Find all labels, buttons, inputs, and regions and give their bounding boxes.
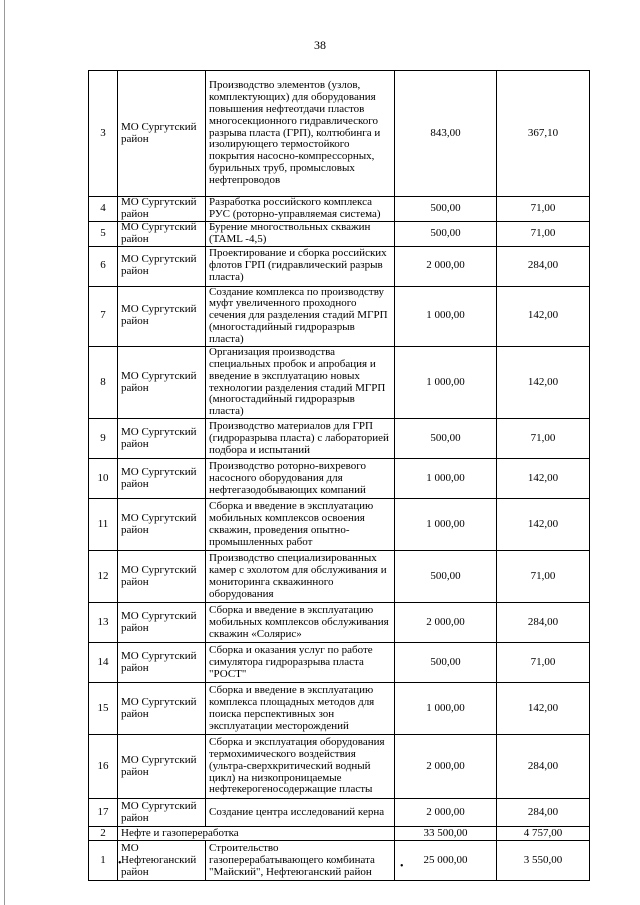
row-number: 15 <box>89 683 118 735</box>
project-description: Создание центра исследований керна <box>206 799 395 827</box>
municipality: МО Сургутский район <box>118 603 206 643</box>
total-investment: 2 000,00 <box>395 735 497 799</box>
table-row <box>89 603 590 643</box>
municipality: МО Сургутский район <box>118 643 206 683</box>
table-row <box>89 221 590 246</box>
project-description: Разработка российского комплекса РУС (роторно-управляемая система) <box>206 197 395 222</box>
row-number: 11 <box>89 499 118 551</box>
municipality: МО Сургутский район <box>118 246 206 286</box>
row-number: 1 <box>89 841 118 881</box>
total-investment: 1 000,00 <box>395 459 497 499</box>
table-row <box>89 799 590 827</box>
tax-amount: 142,00 <box>497 346 590 418</box>
project-description: Производство материалов для ГРП (гидроразрыва пласта) с лабораторией подбора и испытаний <box>206 419 395 459</box>
table-row <box>89 459 590 499</box>
table-row <box>89 246 590 286</box>
section-total-investment: 33 500,00 <box>395 827 497 841</box>
project-description: Сборка и эксплуатация оборудования термохимического воздействия (ультра-сверхкритический водный цикл) на низкопроницаемые нефтекерогеносодержащие пласты <box>206 735 395 799</box>
project-description: Производство специализированных камер с эхолотом для обслуживания и мониторинга скважинного оборудования <box>206 551 395 603</box>
tax-amount: 142,00 <box>497 683 590 735</box>
tax-amount: 367,10 <box>497 71 590 197</box>
municipality: МО Нефтеюганский район <box>118 841 206 881</box>
table-row <box>89 735 590 799</box>
tax-amount: 3 550,00 <box>497 841 590 881</box>
project-description: Сборка и введение в эксплуатацию комплекса площадных методов для поиска перспективных зон эксплуатации месторождений <box>206 683 395 735</box>
project-description: Бурение многоствольных скважин (TAML -4,5) <box>206 221 395 246</box>
table-row <box>89 683 590 735</box>
table-row <box>89 551 590 603</box>
row-number: 12 <box>89 551 118 603</box>
row-number: 13 <box>89 603 118 643</box>
project-description: Проектирование и сборка российских флотов ГРП (гидравлический разрыв пласта) <box>206 246 395 286</box>
total-investment: 1 000,00 <box>395 286 497 346</box>
tax-amount: 71,00 <box>497 197 590 222</box>
scan-speck: • <box>118 858 122 869</box>
section-number: 2 <box>89 827 118 841</box>
row-number: 5 <box>89 221 118 246</box>
table-row <box>89 499 590 551</box>
municipality: МО Сургутский район <box>118 735 206 799</box>
table-row <box>89 643 590 683</box>
total-investment: 843,00 <box>395 71 497 197</box>
row-number: 14 <box>89 643 118 683</box>
tax-amount: 71,00 <box>497 221 590 246</box>
municipality: МО Сургутский район <box>118 221 206 246</box>
scan-speck: • <box>400 861 404 872</box>
investment-projects-table <box>88 70 590 881</box>
section-tax-amount: 4 757,00 <box>497 827 590 841</box>
scan-edge <box>4 0 5 905</box>
project-description: Организация производства специальных пробок и апробация и введение в эксплуатацию новых технологии разделения стадий МГРП (многостадийный гидроразрыв пласта) <box>206 346 395 418</box>
page-number: 38 <box>314 38 326 52</box>
tax-amount: 142,00 <box>497 286 590 346</box>
total-investment: 1 000,00 <box>395 499 497 551</box>
municipality: МО Сургутский район <box>118 197 206 222</box>
table-body <box>89 71 590 881</box>
total-investment: 500,00 <box>395 419 497 459</box>
municipality: МО Сургутский район <box>118 286 206 346</box>
total-investment: 25 000,00 <box>395 841 497 881</box>
tax-amount: 71,00 <box>497 419 590 459</box>
row-number: 17 <box>89 799 118 827</box>
tax-amount: 142,00 <box>497 499 590 551</box>
municipality: МО Сургутский район <box>118 459 206 499</box>
project-description: Производство роторно-вихревого насосного оборудования для нефтегазодобывающих компаний <box>206 459 395 499</box>
row-number: 7 <box>89 286 118 346</box>
row-number: 16 <box>89 735 118 799</box>
project-description: Сборка и введение в эксплуатацию мобильных комплексов освоения скважин, проведения опытно-промышленных работ <box>206 499 395 551</box>
tax-amount: 284,00 <box>497 735 590 799</box>
project-description: Строительство газоперерабатывающего комбината "Майский", Нефтеюганский район <box>206 841 395 881</box>
tax-amount: 284,00 <box>497 603 590 643</box>
total-investment: 2 000,00 <box>395 799 497 827</box>
table-row <box>89 419 590 459</box>
table-row <box>89 197 590 222</box>
section-title: Нефте и газопереработка <box>118 827 395 841</box>
row-number: 4 <box>89 197 118 222</box>
tax-amount: 71,00 <box>497 643 590 683</box>
total-investment: 500,00 <box>395 221 497 246</box>
project-description: Сборка и оказания услуг по работе симулятора гидроразрыва пласта "РОСТ" <box>206 643 395 683</box>
row-number: 9 <box>89 419 118 459</box>
municipality: МО Сургутский район <box>118 551 206 603</box>
project-description: Сборка и введение в эксплуатацию мобильных комплексов обслуживания скважин «Солярис» <box>206 603 395 643</box>
total-investment: 2 000,00 <box>395 603 497 643</box>
tax-amount: 284,00 <box>497 799 590 827</box>
tax-amount: 142,00 <box>497 459 590 499</box>
row-number: 8 <box>89 346 118 418</box>
row-number: 3 <box>89 71 118 197</box>
section-row <box>89 827 590 841</box>
municipality: МО Сургутский район <box>118 71 206 197</box>
table-row <box>89 71 590 197</box>
municipality: МО Сургутский район <box>118 419 206 459</box>
municipality: МО Сургутский район <box>118 499 206 551</box>
table-row <box>89 346 590 418</box>
total-investment: 500,00 <box>395 643 497 683</box>
table-row <box>89 841 590 881</box>
row-number: 6 <box>89 246 118 286</box>
total-investment: 1 000,00 <box>395 346 497 418</box>
project-description: Создание комплекса по производству муфт увеличенного проходного сечения для разделения стадий МГРП (многостадийный гидроразрыв пласта) <box>206 286 395 346</box>
tax-amount: 71,00 <box>497 551 590 603</box>
total-investment: 1 000,00 <box>395 683 497 735</box>
row-number: 10 <box>89 459 118 499</box>
tax-amount: 284,00 <box>497 246 590 286</box>
municipality: МО Сургутский район <box>118 346 206 418</box>
total-investment: 500,00 <box>395 551 497 603</box>
total-investment: 2 000,00 <box>395 246 497 286</box>
total-investment: 500,00 <box>395 197 497 222</box>
municipality: МО Сургутский район <box>118 683 206 735</box>
municipality: МО Сургутский район <box>118 799 206 827</box>
project-description: Производство элементов (узлов, комплектующих) для оборудования повышения нефтеотдачи пластов многосекционного гидравлического разрыва пласта (ГРП), колтюбинга и изолирующего термостойкого покрытия насосно-компрессорных, бурильных труб, промысловых нефтепроводов <box>206 71 395 197</box>
table-row <box>89 286 590 346</box>
